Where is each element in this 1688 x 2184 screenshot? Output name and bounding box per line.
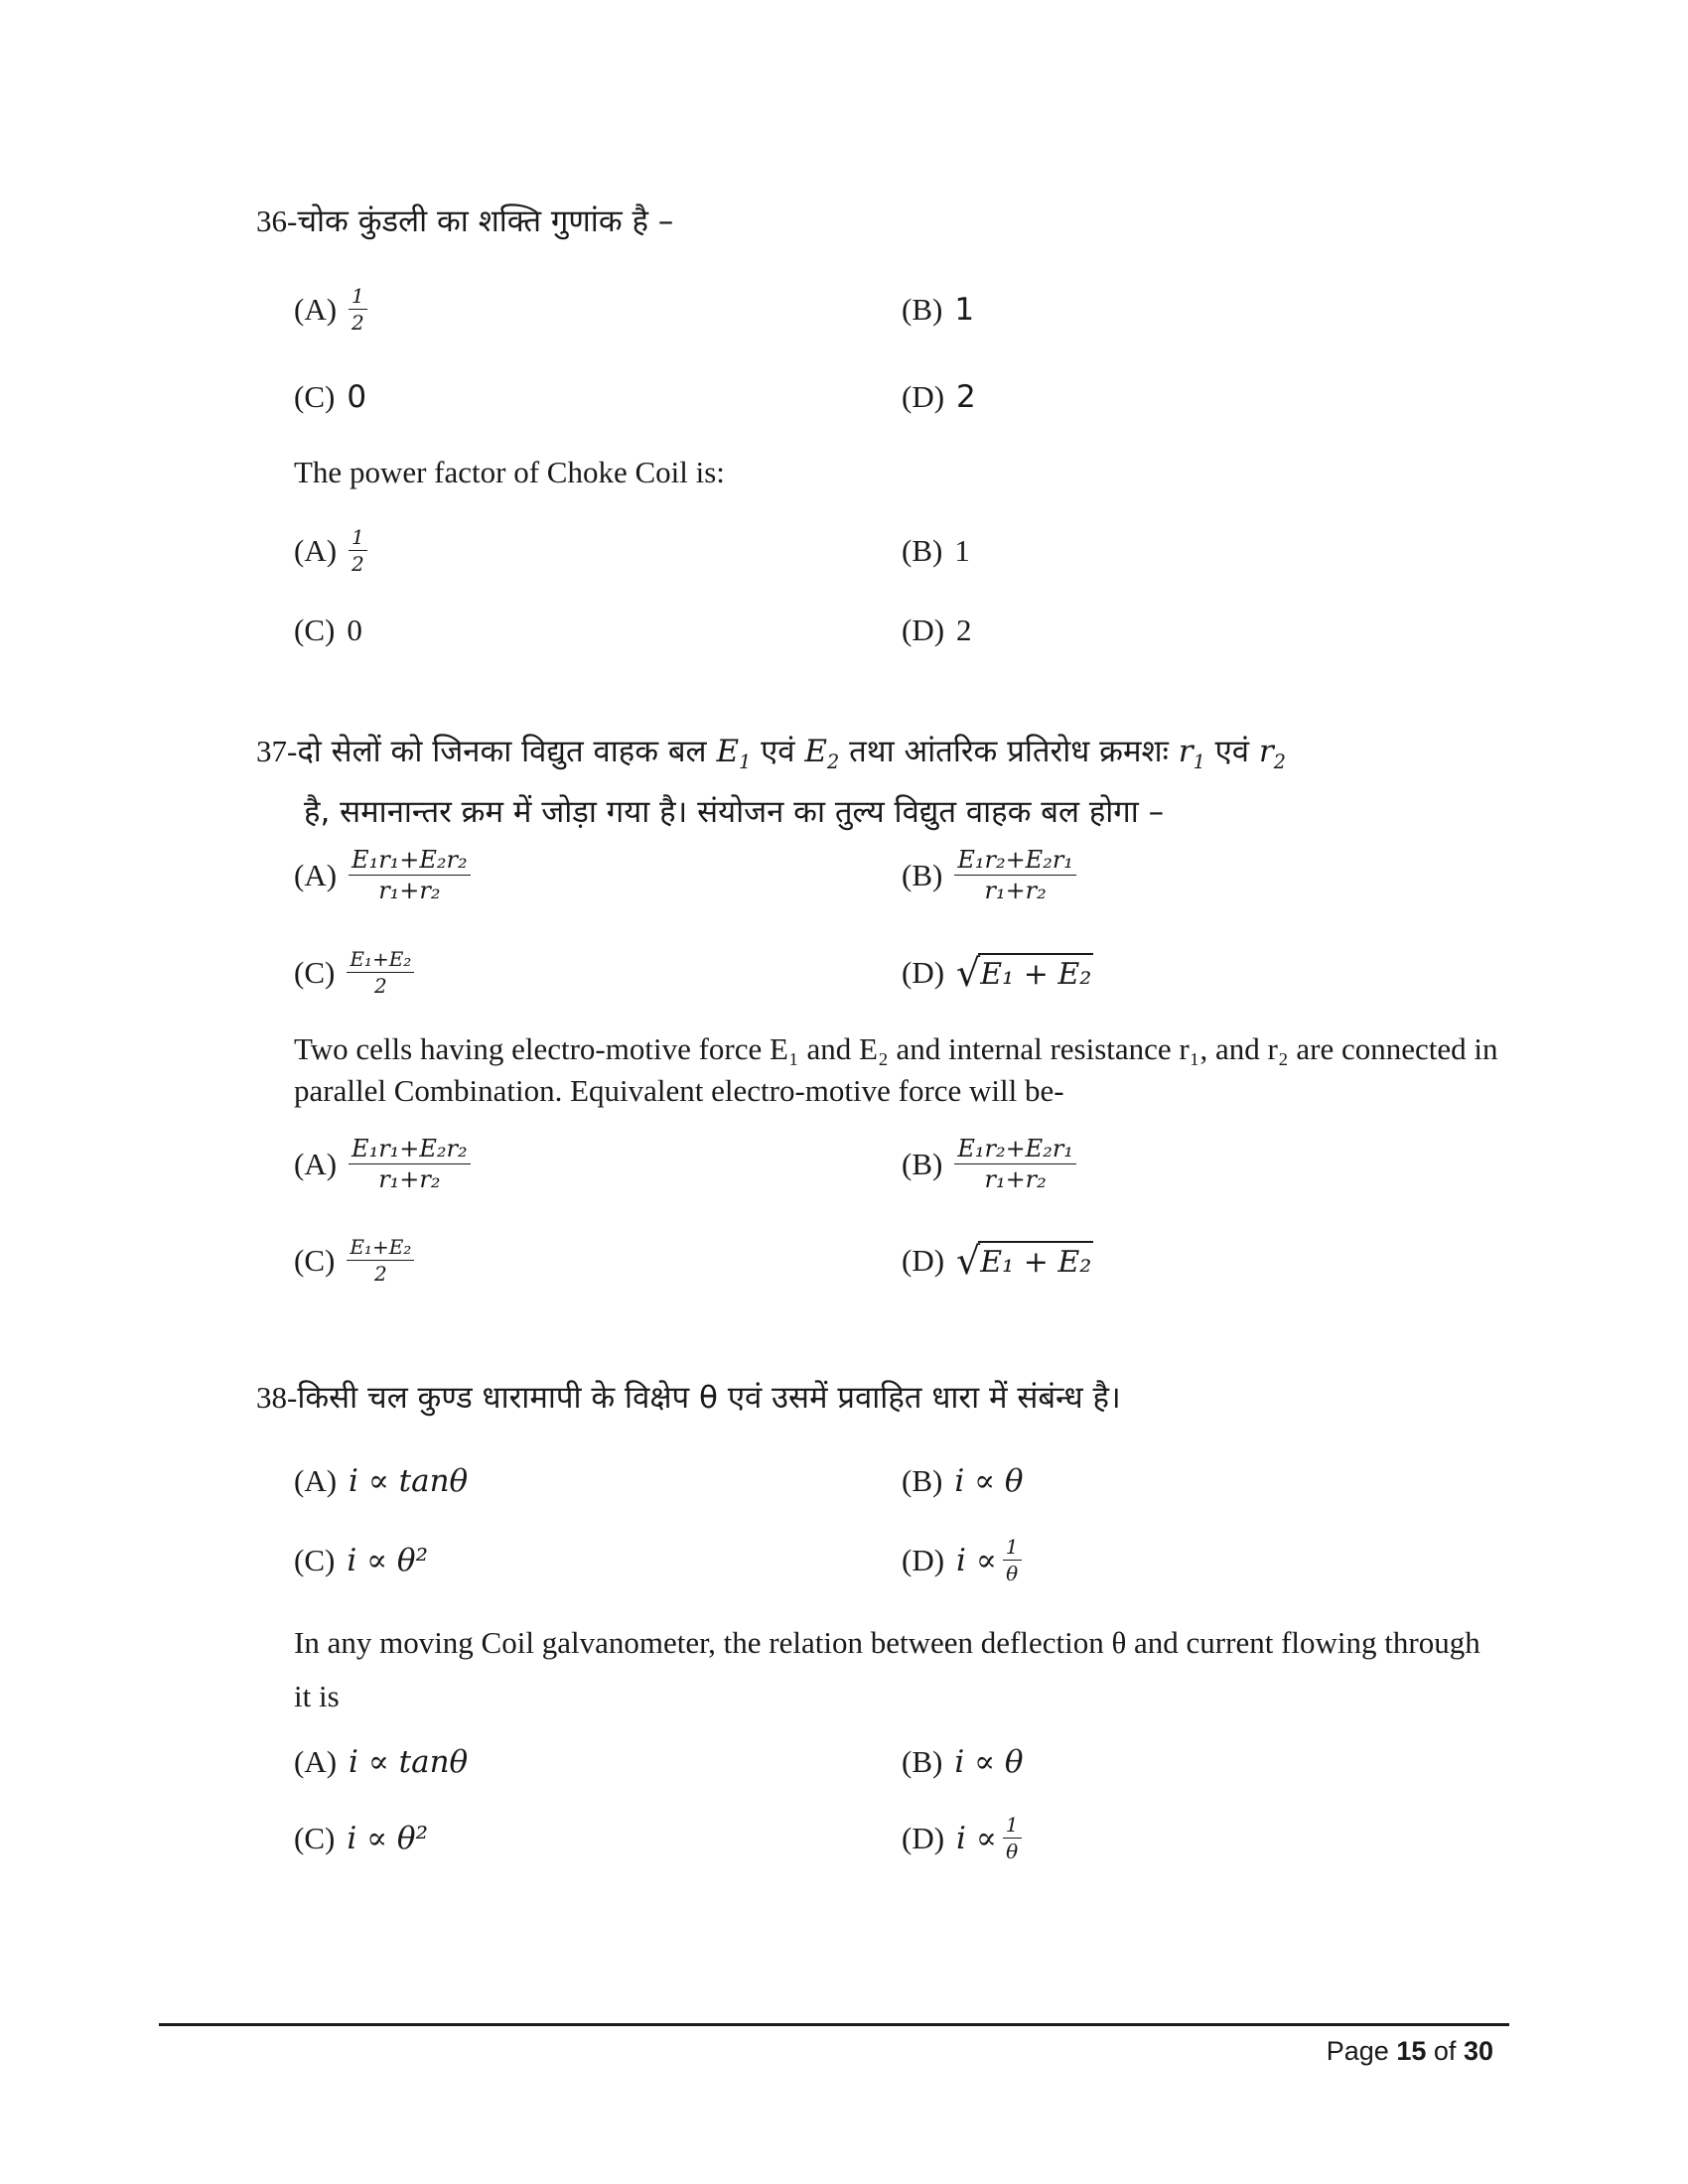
q38-hi-option-a[interactable] [294, 1441, 468, 1521]
option-label: (A) [294, 1147, 338, 1181]
numerator: 1 [1003, 1537, 1022, 1561]
q37-en-option-b[interactable] [902, 1125, 1076, 1204]
question-text: तथा आंतरिक प्रतिरोध क्रमशः [849, 734, 1169, 769]
option-label: (C) [294, 613, 336, 647]
option-label: (D) [902, 1821, 945, 1855]
square-root [956, 1241, 1093, 1281]
q36-hi-option-b[interactable] [902, 270, 974, 349]
q38-en-option-d[interactable] [902, 1799, 1022, 1878]
question-37-english [294, 1028, 1505, 1112]
math-e2: $E_2$ [804, 734, 840, 774]
page-current: 15 [1396, 2036, 1427, 2066]
option-value: i ∝ θ [954, 1744, 1024, 1780]
question-text-line2: parallel Combination. Equivalent electro-motive force will be- [294, 1073, 1064, 1108]
numerator: E₁+E₂ [347, 949, 414, 973]
q37-en-option-c[interactable] [294, 1221, 414, 1300]
question-text: चोक कुंडली का शक्ति गुणांक है – [297, 204, 674, 239]
option-value: i ∝ θ [954, 1463, 1024, 1499]
radical-sign: √ [956, 951, 981, 995]
denominator: r₁+r₂ [378, 1165, 441, 1193]
q37-hi-option-d[interactable] [902, 933, 1093, 1013]
numerator: E₁r₂+E₂r₁ [954, 848, 1076, 876]
question-text: किसी चल कुण्ड धारामापी के विक्षेप θ एवं उसमें प्रवाहित धारा में संबंन्ध है। [297, 1380, 1121, 1416]
fraction [349, 286, 367, 334]
option-value: i ∝ tanθ [349, 1744, 469, 1780]
q36-hi-option-a[interactable] [294, 270, 367, 349]
page-number [1327, 2031, 1493, 2071]
option-label: (C) [294, 1821, 336, 1855]
q38-en-option-b[interactable] [902, 1722, 1024, 1802]
option-value: 2 [956, 613, 972, 647]
option-label: (C) [294, 1243, 336, 1278]
question-36-english: The power factor of Choke Coil is: [294, 455, 725, 489]
fraction [349, 527, 367, 575]
option-prefix: i ∝ [956, 1821, 997, 1856]
numerator: E₁+E₂ [347, 1237, 414, 1261]
q37-hi-option-b[interactable] [902, 836, 1076, 915]
option-value: 0 [347, 379, 367, 415]
question-38-hindi [256, 1373, 1121, 1423]
denominator: θ [1006, 1562, 1019, 1585]
q36-en-option-b[interactable] [902, 511, 970, 591]
denominator: 2 [373, 974, 387, 998]
denominator: 2 [373, 1262, 387, 1286]
numerator: E₁r₁+E₂r₂ [349, 848, 471, 876]
option-label: (C) [294, 379, 336, 414]
option-label: (B) [902, 858, 943, 892]
option-label: (C) [294, 1543, 336, 1577]
q37-hi-option-a[interactable] [294, 836, 471, 915]
page-of: of [1433, 2036, 1457, 2066]
option-value: i ∝ θ² [347, 1821, 429, 1856]
option-value: 1 [954, 292, 975, 328]
question-text-line1: In any moving Coil galvanometer, the relation between deflection θ and current flowing through [294, 1625, 1480, 1660]
numerator: 1 [349, 286, 367, 310]
math-r1: $r_1$ [1178, 734, 1205, 774]
q36-hi-option-c[interactable] [294, 357, 366, 437]
question-text-line2: it is [294, 1679, 340, 1713]
q38-en-option-c[interactable] [294, 1799, 428, 1878]
option-value: 2 [956, 379, 976, 415]
option-label: (D) [902, 1543, 945, 1577]
numerator: E₁r₂+E₂r₁ [954, 1137, 1076, 1164]
option-label: (D) [902, 955, 945, 990]
question-number: 38- [256, 1380, 298, 1415]
option-label: (C) [294, 955, 336, 990]
footer-divider [159, 2023, 1509, 2026]
denominator: 2 [352, 552, 364, 576]
math-r2: $r_2$ [1258, 734, 1286, 774]
option-label: (B) [902, 1744, 943, 1779]
option-label: (A) [294, 533, 338, 568]
option-label: (A) [294, 292, 338, 327]
option-label: (D) [902, 379, 945, 414]
option-label: (B) [902, 1147, 943, 1181]
question-text: एवं [761, 734, 795, 769]
q37-en-option-d[interactable] [902, 1221, 1093, 1300]
denominator: θ [1006, 1840, 1019, 1863]
math-e1: $E_1$ [716, 734, 752, 774]
question-37-hindi [256, 727, 1507, 837]
denominator: r₁+r₂ [378, 877, 441, 904]
question-text-line1: Two cells having electro-motive force E₁ and E₂ and internal resistance r₁, and r₂ are connected in [294, 1031, 1498, 1066]
option-prefix: i ∝ [956, 1543, 997, 1578]
fraction [1003, 1815, 1022, 1862]
page-total: 30 [1463, 2036, 1493, 2066]
numerator: 1 [349, 527, 367, 551]
numerator: E₁r₁+E₂r₂ [349, 1137, 471, 1164]
fraction [954, 1134, 1076, 1193]
fraction [1003, 1537, 1022, 1584]
fraction [347, 1237, 414, 1285]
radicand: E₁ + E₂ [978, 953, 1093, 993]
question-text-line2: है, समानान्तर क्रम में जोड़ा गया है। संयोजन का तुल्य विद्युत वाहक बल होगा – [304, 794, 1165, 831]
square-root [956, 953, 1093, 993]
question-text: एवं [1214, 734, 1250, 769]
q38-hi-option-b[interactable] [902, 1441, 1024, 1521]
q38-hi-option-d[interactable] [902, 1521, 1022, 1600]
denominator: 2 [352, 311, 364, 335]
radical-sign: √ [956, 1239, 981, 1283]
numerator: 1 [1003, 1815, 1022, 1839]
option-value: 0 [347, 613, 362, 647]
q38-en-option-a[interactable] [294, 1722, 468, 1802]
option-label: (B) [902, 292, 943, 327]
radicand: E₁ + E₂ [978, 1241, 1093, 1281]
page-word: Page [1326, 2036, 1389, 2066]
question-38-english [294, 1616, 1505, 1723]
option-label: (A) [294, 858, 338, 892]
q38-hi-option-c[interactable] [294, 1521, 428, 1600]
question-36-hindi [256, 197, 673, 246]
option-label: (B) [902, 533, 943, 568]
q36-en-option-a[interactable] [294, 511, 367, 591]
q36-en-option-d[interactable] [902, 591, 972, 670]
option-label: (A) [294, 1463, 338, 1498]
question-text: दो सेलों को जिनका विद्युत वाहक बल [297, 734, 707, 769]
option-label: (D) [902, 613, 945, 647]
q36-hi-option-d[interactable] [902, 357, 976, 437]
fraction [349, 1134, 471, 1193]
option-label: (D) [902, 1243, 945, 1278]
q37-hi-option-c[interactable] [294, 933, 414, 1013]
question-number: 37- [256, 734, 298, 768]
fraction [347, 949, 414, 997]
option-value: 1 [954, 533, 970, 568]
option-label: (B) [902, 1463, 943, 1498]
fraction [954, 845, 1076, 904]
denominator: r₁+r₂ [984, 877, 1047, 904]
option-value: i ∝ tanθ [349, 1463, 469, 1499]
option-value: i ∝ θ² [347, 1543, 429, 1578]
question-number: 36- [256, 204, 298, 238]
q36-en-option-c[interactable] [294, 591, 362, 670]
option-label: (A) [294, 1744, 338, 1779]
denominator: r₁+r₂ [984, 1165, 1047, 1193]
q37-en-option-a[interactable] [294, 1125, 471, 1204]
fraction [349, 845, 471, 904]
